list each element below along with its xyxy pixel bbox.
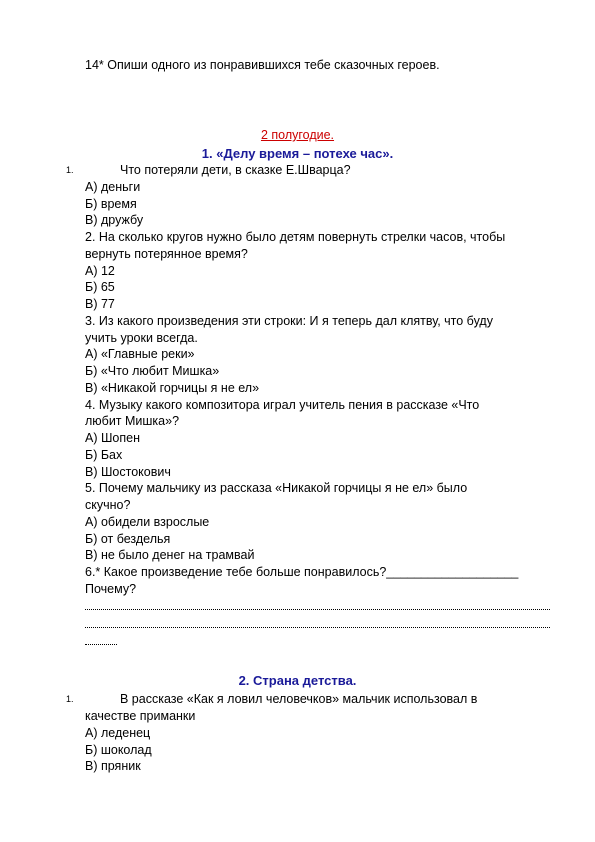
section2-line: качестве приманки (85, 709, 196, 723)
section1-line: Б) «Что любит Мишка» (85, 364, 220, 378)
question-6-why: Почему? (85, 582, 137, 596)
section1-line: В) дружбу (85, 213, 144, 227)
section1-line: А) «Главные реки» (85, 347, 195, 361)
section1-title: 1. «Делу время – потехе час». (201, 146, 394, 161)
section2-line: А) леденец (85, 726, 151, 740)
section1-list-number: 1. (66, 165, 74, 175)
section1-line: В) 77 (85, 297, 115, 311)
section1-line: В) Шостокович (85, 465, 171, 479)
section1-line: Б) Бах (85, 448, 123, 462)
section2-line: В) пряник (85, 759, 141, 773)
question-6 (85, 564, 518, 581)
section2-line: Б) шоколад (85, 743, 152, 757)
half-year-label: 2 полугодие. (260, 128, 335, 142)
section2-title: 2. Страна детства. (238, 673, 357, 688)
top-question: 14* Опиши одного из понравившихся тебе сказочных героев. (85, 58, 440, 72)
section1-line: скучно? (85, 498, 131, 512)
section1-line: А) Шопен (85, 431, 141, 445)
section1-line: любит Мишка»? (85, 414, 180, 428)
section2-line: В рассказе «Как я ловил человечков» мальчик использовал в (120, 692, 478, 706)
answer-line (85, 627, 550, 628)
section1-line: Б) время (85, 197, 137, 211)
section2-list-number: 1. (66, 694, 74, 704)
section1-line: 2. На сколько кругов нужно было детям повернуть стрелки часов, чтобы (85, 230, 506, 244)
section1-line: А) обидели взрослые (85, 515, 210, 529)
answer-line (85, 609, 550, 610)
section1-line: вернуть потерянное время? (85, 247, 248, 261)
section1-line: В) не было денег на трамвай (85, 548, 255, 562)
question-6-text: 6.* Какое произведение тебе больше понравилось? (85, 565, 387, 579)
section1-line: 5. Почему мальчику из рассказа «Никакой горчицы я не ел» было (85, 481, 468, 495)
question-6-blank: ___________________ (386, 565, 519, 579)
section1-line: А) деньги (85, 180, 141, 194)
section1-line: учить уроки всегда. (85, 331, 198, 345)
section1-line: Что потеряли дети, в сказке Е.Шварца? (120, 163, 351, 177)
section1-line: 4. Музыку какого композитора играл учитель пения в рассказе «Что (85, 398, 480, 412)
section1-line: 3. Из какого произведения эти строки: И я теперь дал клятву, что буду (85, 314, 493, 328)
section1-line: Б) 65 (85, 280, 115, 294)
section1-line: Б) от безделья (85, 532, 171, 546)
section1-line: А) 12 (85, 264, 115, 278)
answer-line (85, 644, 117, 645)
section1-line: В) «Никакой горчицы я не ел» (85, 381, 260, 395)
